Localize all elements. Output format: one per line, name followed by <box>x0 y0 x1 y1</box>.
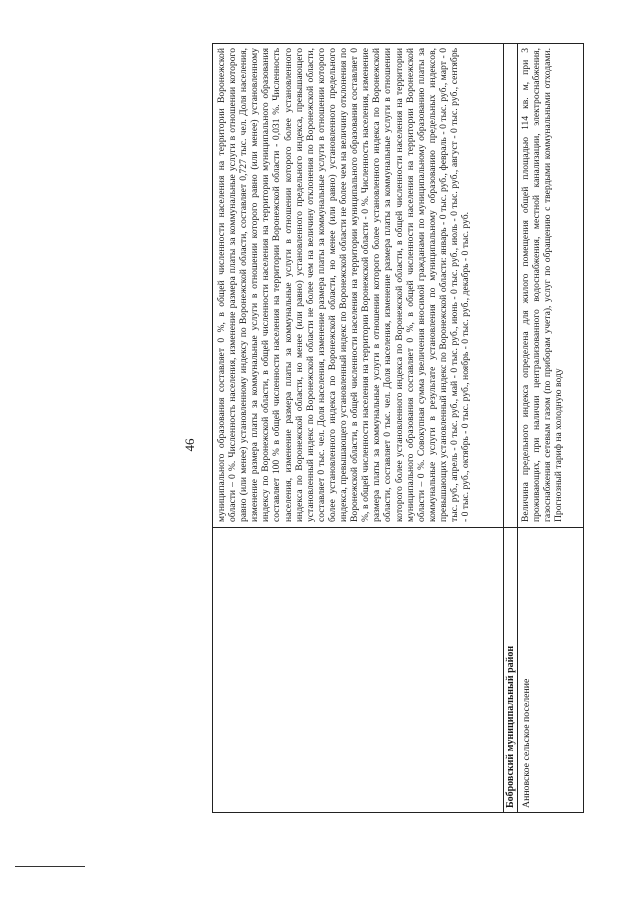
table-cell-continuation-text: муниципального образования составляет 0 %, в общей численности населения на территории Воронежской области – 0 %. Численность населения, изменение размера платы за коммунальные услуги в отношении которого равно (или менее) установленному индексу по Воронежской области, составляет 0,727 тыс. чел. Доля населения, изменение размера платы за коммунальные услуги в отношении которого равно (или менее) установленному индексу по Воронежской области, в общей численности населения на территории муниципального образования составляет 100 % в общей численности населения на территории Воронежской области - 0,031 %. Численность населения, изменение размера платы за коммунальные услуги в отношении которого более установленного индекса по Воронежской области, но менее (или равно) установленного предельного индекса, превышающего установленный индекс по Воронежской области не более чем на величину отклонения по Воронежской области, составляет 0 тыс. чел. Доля населения, изменение размера платы за коммунальные услуги в отношении которого более установленного индекса по Воронежской области, но менее (или равно) установленного предельного индекса, превышающего установленный индекс по Воронежской области не более чем на величину отклонения по Воронежской области, в общей численности населения на территории муниципального образования составляет 0 %, в общей численности населения на территории Воронежской области - 0 %. Численность населения, изменение размера платы за коммунальные услуги в отношении которого более установленного индекса по Воронежской области, составляет 0 тыс. чел. Доля населения, изменение размера платы за коммунальные услуги в отношении которого более установленного индекса по Воронежской области, в общей численности населения на территории муниципального образования составляет 0 %, в общей численности населения на территории Воронежской области – 0 %. Совокупная сумма увеличения вносимой гражданами по муниципальному образованию платы за коммунальные услуги в результате установления по муниципальному образованию предельных индексов, превышающих установленный индекс по Воронежской области: январь - 0 тыс. руб., февраль - 0 тыс. руб., март - 0 тыс. руб., апрель - 0 тыс. руб., май - 0 тыс. руб., июнь - 0 тыс. руб., июль - 0 тыс. руб., август - 0 тыс. руб., сентябрь - 0 тыс. руб., октябрь - 0 тыс. руб., ноябрь - 0 тыс. руб., декабрь - 0 тыс. руб. <box>216 48 472 522</box>
district-heading: Бобровский муниципальный район <box>505 645 516 808</box>
row-divider-settlement <box>517 44 518 812</box>
data-table <box>212 43 584 813</box>
table-cell-settlement-text: Величина предельного индекса определена для жилого помещения общей площадью 114 кв. м, при 3 проживающих, при наличии централизованного водоснабжения, местной канализации, электроснабжения, газоснабжения сетевым газом (по приборам учета), услуг по обращению с твердыми коммунальными отходами. Прогнозный тариф на холодную воду <box>520 48 565 522</box>
page-number: 46 <box>182 438 197 452</box>
column-divider <box>213 527 583 528</box>
scan-edge-mark <box>15 866 85 867</box>
settlement-name: Анновское сельское поселение <box>521 678 532 808</box>
